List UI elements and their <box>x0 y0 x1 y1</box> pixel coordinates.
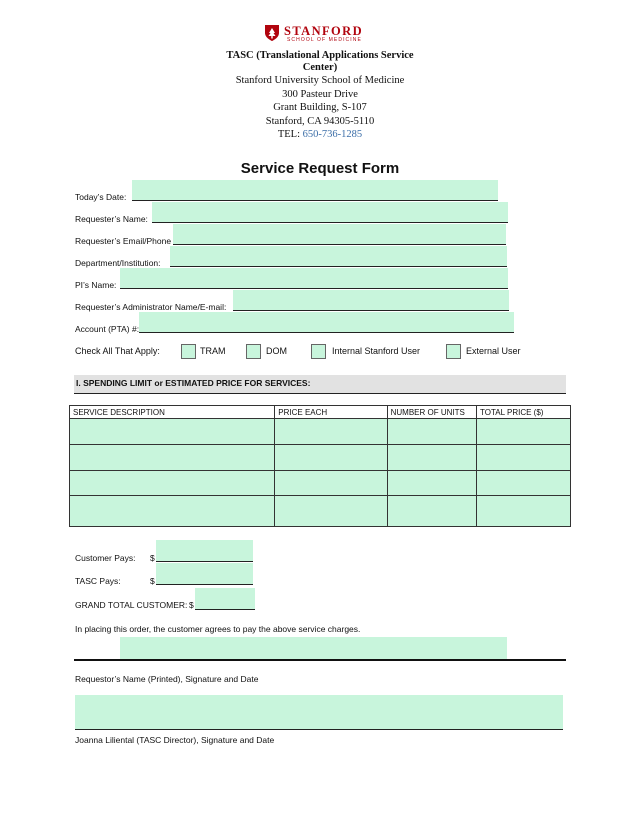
agreement-text: In placing this order, the customer agrees to pay the above service charges. <box>75 624 361 634</box>
total-price-cell[interactable] <box>477 496 571 527</box>
stanford-tree-seal-icon <box>264 24 280 42</box>
price-each-cell[interactable] <box>275 445 387 471</box>
number-of-units-cell[interactable] <box>387 496 476 527</box>
tram-checkbox[interactable] <box>181 344 196 359</box>
internal-stanford-user-checkbox[interactable] <box>311 344 326 359</box>
internal-stanford-user-label: Internal Stanford User <box>332 346 421 356</box>
number-of-units-cell[interactable] <box>387 471 476 496</box>
number-of-units-cell[interactable] <box>387 445 476 471</box>
service-description-cell[interactable] <box>70 445 275 471</box>
table-row <box>70 471 571 496</box>
grand-total-currency: $ <box>189 600 194 610</box>
col-number-of-units: NUMBER OF UNITS <box>387 406 476 419</box>
customer-pays-currency: $ <box>150 553 155 563</box>
requester-name-label: Requester’s Name: <box>75 214 148 224</box>
stanford-logo <box>262 24 382 44</box>
org-name-line2: Center) <box>302 62 338 73</box>
dom-label: DOM <box>266 346 287 356</box>
logo-name: STANFORD <box>284 24 364 38</box>
org-name-line1: TASC (Translational Applications Service <box>226 50 414 61</box>
price-each-cell[interactable] <box>275 496 387 527</box>
tel-label: TEL: <box>277 129 301 140</box>
customer-pays-label: Customer Pays: <box>75 553 136 563</box>
form-title: Service Request Form <box>240 160 400 177</box>
service-description-cell[interactable] <box>70 471 275 496</box>
address-line-2: 300 Pasteur Drive <box>282 89 358 100</box>
tasc-pays-field[interactable] <box>156 563 253 585</box>
requestor-signature-field[interactable] <box>120 637 507 659</box>
todays-date-label: Today’s Date: <box>75 192 127 202</box>
total-price-cell[interactable] <box>477 419 571 445</box>
tasc-pays-label: TASC Pays: <box>75 576 121 586</box>
pi-name-field[interactable] <box>120 268 508 289</box>
director-signature-field[interactable] <box>75 695 563 730</box>
service-description-cell[interactable] <box>70 496 275 527</box>
table-row <box>70 496 571 527</box>
check-all-label: Check All That Apply: <box>75 346 160 356</box>
tel-number[interactable]: 650-736-1285 <box>302 129 363 140</box>
service-description-cell[interactable] <box>70 419 275 445</box>
address-line-3: Grant Building, S-107 <box>273 102 367 113</box>
price-each-cell[interactable] <box>275 471 387 496</box>
section1-title: I. SPENDING LIMIT or ESTIMATED PRICE FOR SERVICES: <box>76 378 311 388</box>
account-field[interactable] <box>139 312 514 333</box>
requestor-signature-line <box>74 659 566 661</box>
requestor-signature-label: Requestor’s Name (Printed), Signature and Date <box>75 674 259 684</box>
services-table <box>69 405 571 527</box>
dom-checkbox[interactable] <box>246 344 261 359</box>
grand-total-field[interactable] <box>195 588 255 610</box>
telephone <box>0 129 640 140</box>
admin-name-field[interactable] <box>233 290 509 311</box>
tram-label: TRAM <box>200 346 226 356</box>
table-header-row <box>70 406 571 419</box>
address-line-1: Stanford University School of Medicine <box>235 75 405 86</box>
account-label: Account (PTA) #: <box>75 324 140 334</box>
price-each-cell[interactable] <box>275 419 387 445</box>
requester-name-field[interactable] <box>152 202 508 223</box>
address-line-4: Stanford, CA 94305-5110 <box>265 116 375 127</box>
number-of-units-cell[interactable] <box>387 419 476 445</box>
pi-name-label: PI’s Name: <box>75 280 117 290</box>
tasc-pays-currency: $ <box>150 576 155 586</box>
customer-pays-field[interactable] <box>156 540 253 562</box>
requester-email-label: Requester’s Email/Phone <box>75 236 172 246</box>
external-user-checkbox[interactable] <box>446 344 461 359</box>
admin-name-label: Requester’s Administrator Name/E-mail: <box>75 302 227 312</box>
external-user-label: External User <box>466 346 521 356</box>
requester-email-field[interactable] <box>173 224 506 245</box>
logo-subtitle: SCHOOL OF MEDICINE <box>287 37 362 43</box>
director-signature-label: Joanna Liliental (TASC Director), Signature and Date <box>75 735 275 745</box>
total-price-cell[interactable] <box>477 471 571 496</box>
todays-date-field[interactable] <box>132 180 498 201</box>
department-label: Department/Institution: <box>75 258 161 268</box>
table-row <box>70 445 571 471</box>
col-price-each: PRICE EACH <box>275 406 387 419</box>
grand-total-label: GRAND TOTAL CUSTOMER: <box>75 600 188 610</box>
total-price-cell[interactable] <box>477 445 571 471</box>
table-row <box>70 419 571 445</box>
department-field[interactable] <box>170 246 507 267</box>
col-total-price: TOTAL PRICE ($) <box>477 406 571 419</box>
col-service-description: SERVICE DESCRIPTION <box>70 406 275 419</box>
